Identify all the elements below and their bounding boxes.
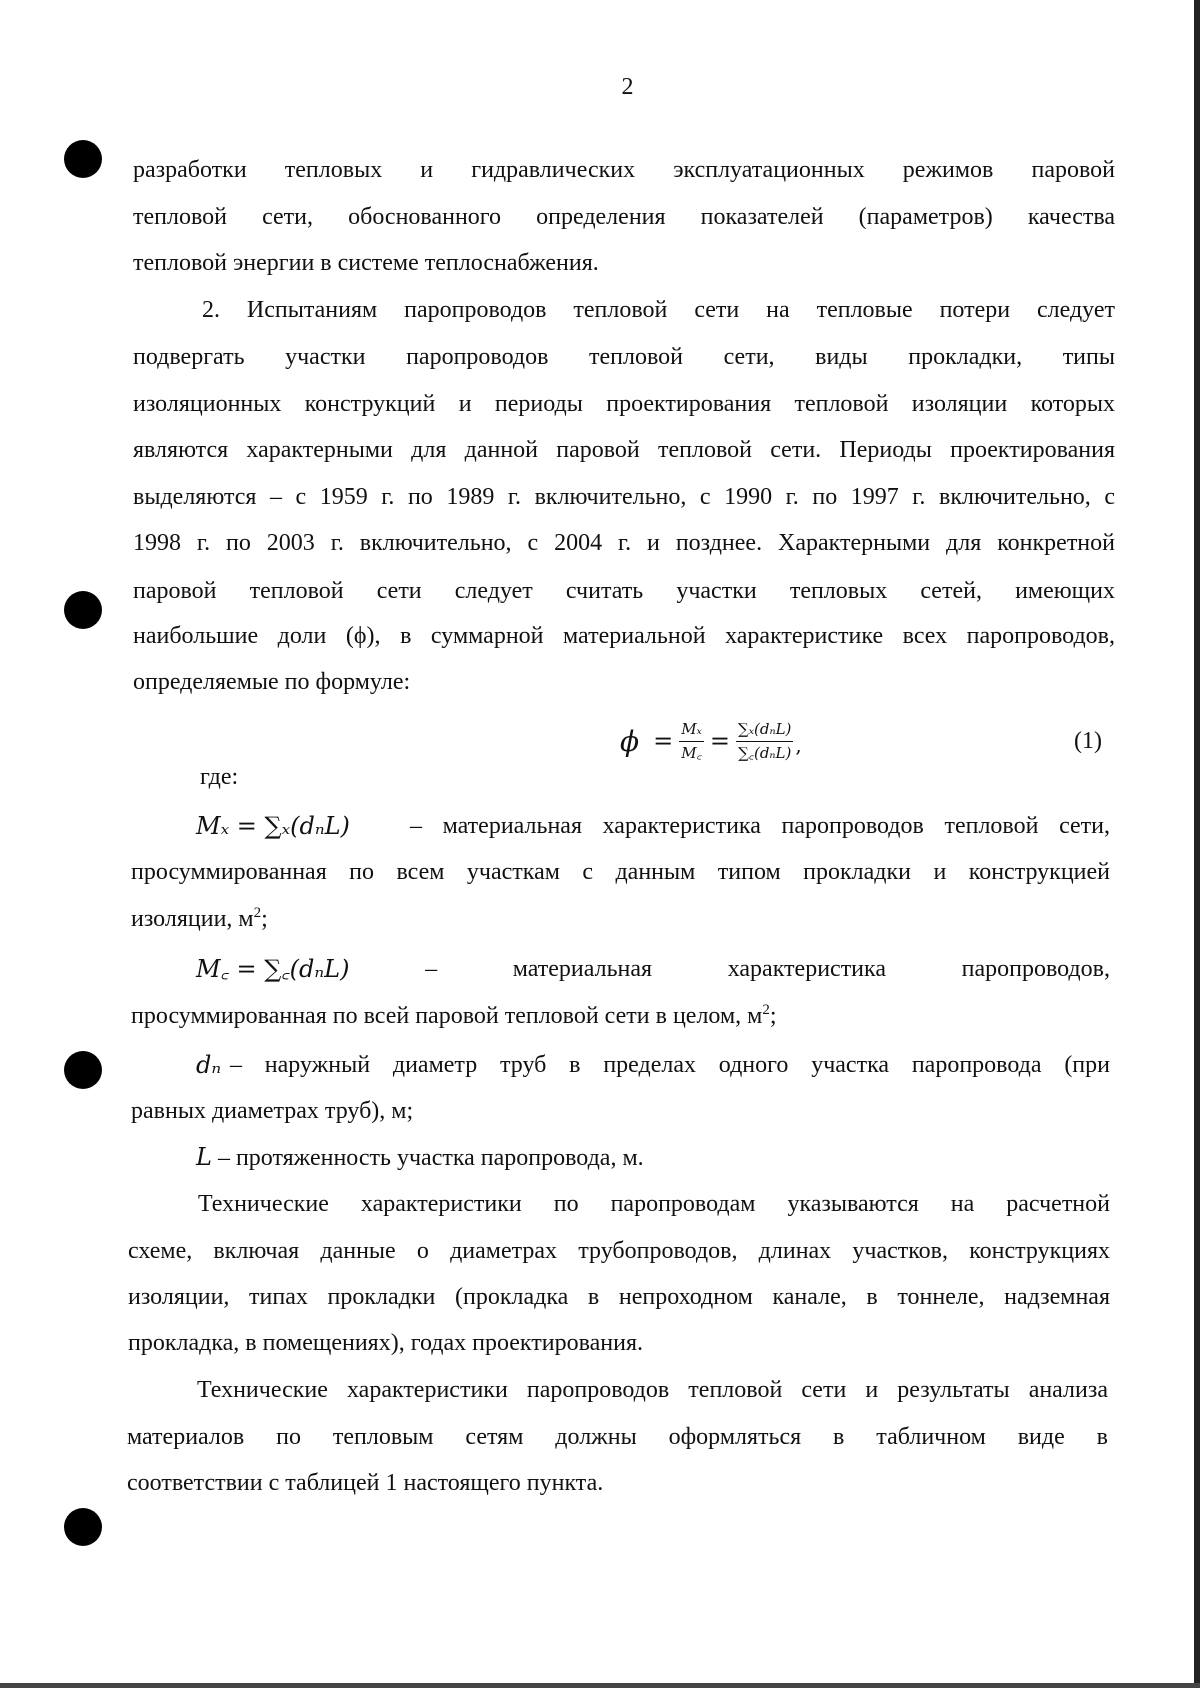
def-dn-line1 [196, 1050, 1110, 1080]
formula-numerator-2: ∑ₓ(dₙL) [736, 720, 793, 742]
para1-line2: тепловой сети, обоснованного определения показателей (параметров) качества [133, 204, 1115, 230]
formula-equals-1: = [653, 727, 674, 755]
def-mx-symbol: Mₓ = ∑ₓ(dₙL) [196, 812, 350, 840]
def-mx-line3-text: изоляции, м [131, 906, 254, 932]
para2-line1: 2. Испытаниям паропроводов тепловой сети на тепловые потери следует [202, 297, 1115, 323]
formula-1 [620, 711, 802, 771]
para3-line3: изоляции, типах прокладки (прокладка в непроходном канале, в тоннеле, надземная [128, 1284, 1110, 1310]
formula-denominator-2: ∑꜀(dₙL) [738, 743, 792, 762]
para1-line1: разработки тепловых и гидравлических эксплуатационных режимов паровой [133, 157, 1115, 183]
punch-hole-2 [64, 591, 102, 629]
para4-line2: материалов по тепловым сетям должны оформляться в табличном виде в [127, 1424, 1108, 1450]
def-dn-text: – наружный диаметр труб в пределах одного участка паропровода (при [230, 1052, 1110, 1078]
def-mc-word3: паропроводов, [961, 956, 1110, 982]
para2-line9: определяемые по формуле: [133, 669, 411, 695]
punch-hole-4 [64, 1508, 102, 1546]
page-number: 2 [621, 74, 634, 100]
formula-numerator-1: Mₓ [679, 720, 704, 742]
para3-line4: прокладка, в помещениях), годах проектирования. [128, 1330, 643, 1356]
para2-line8: наибольшие доли (ϕ), в суммарной материальной характеристике всех паропроводов, [133, 623, 1115, 649]
def-mx-text: – материальная характеристика паропроводов тепловой сети, [410, 813, 1110, 839]
def-mx-line3-end: ; [261, 906, 268, 932]
scan-edge-right [1194, 0, 1200, 1688]
def-mc-line2-text: просуммированная по всей паровой тепловой сети в целом, м [131, 1003, 763, 1029]
para2-line7: паровой тепловой сети следует считать участки тепловых сетей, имеющих [133, 578, 1115, 604]
def-mx-superscript: 2 [253, 905, 262, 921]
def-mc-word2: характеристика [727, 956, 886, 982]
formula-fraction-2 [736, 720, 793, 763]
punch-hole-3 [64, 1051, 102, 1089]
def-mx-line3 [131, 904, 268, 934]
punch-hole-1 [64, 140, 102, 178]
formula-equals-2: = [709, 727, 730, 755]
def-dn-symbol: dₙ [196, 1051, 222, 1079]
def-mc-line2-end: ; [769, 1003, 777, 1029]
formula-comma: , [795, 733, 802, 757]
para4-line3: соответствии с таблицей 1 настоящего пункта. [127, 1470, 604, 1496]
formula-denominator-1: M꜀ [681, 743, 702, 762]
formula-phi: ϕ [620, 724, 640, 758]
formula-fraction-1 [679, 720, 704, 763]
def-l-text: – протяженность участка паропровода, м. [217, 1145, 644, 1171]
def-mx-line2: просуммированная по всем участкам с данным типом прокладки и конструкцией [131, 859, 1110, 885]
def-mc-superscript: 2 [762, 1002, 770, 1018]
formula-number: (1) [1074, 728, 1102, 754]
def-l-symbol: L [196, 1143, 212, 1171]
def-mx-line1 [196, 811, 1110, 841]
para2-line5: выделяются – с 1959 г. по 1989 г. включительно, с 1990 г. по 1997 г. включительно, с [133, 484, 1115, 510]
def-mc-line2 [131, 1001, 777, 1031]
para1-line3: тепловой энергии в системе теплоснабжения. [133, 250, 599, 276]
def-mc-dash: – [425, 956, 438, 982]
para2-line2: подвергать участки паропроводов тепловой сети, виды прокладки, типы [133, 344, 1115, 370]
para3-line2: схеме, включая данные о диаметрах трубопроводов, длинах участков, конструкциях [128, 1238, 1110, 1264]
para2-line3: изоляционных конструкций и периоды проектирования тепловой изоляции которых [133, 391, 1115, 417]
def-l-line1 [196, 1142, 644, 1173]
where-label: где: [200, 764, 239, 790]
def-mc-word1: материальная [512, 956, 653, 982]
para4-line1: Технические характеристики паропроводов тепловой сети и результаты анализа [197, 1377, 1108, 1403]
def-dn-line2: равных диаметрах труб), м; [131, 1098, 414, 1124]
def-mc-symbol: M꜀ = ∑꜀(dₙL) [196, 955, 350, 983]
para2-line6: 1998 г. по 2003 г. включительно, с 2004 г. и позднее. Характерными для конкретной [133, 530, 1115, 556]
para3-line1: Технические характеристики по паропроводам указываются на расчетной [198, 1191, 1110, 1217]
para2-line4: являются характерными для данной паровой тепловой сети. Периоды проектирования [133, 437, 1115, 463]
scan-edge-bottom [0, 1683, 1200, 1688]
def-mc-line1 [196, 954, 1110, 984]
